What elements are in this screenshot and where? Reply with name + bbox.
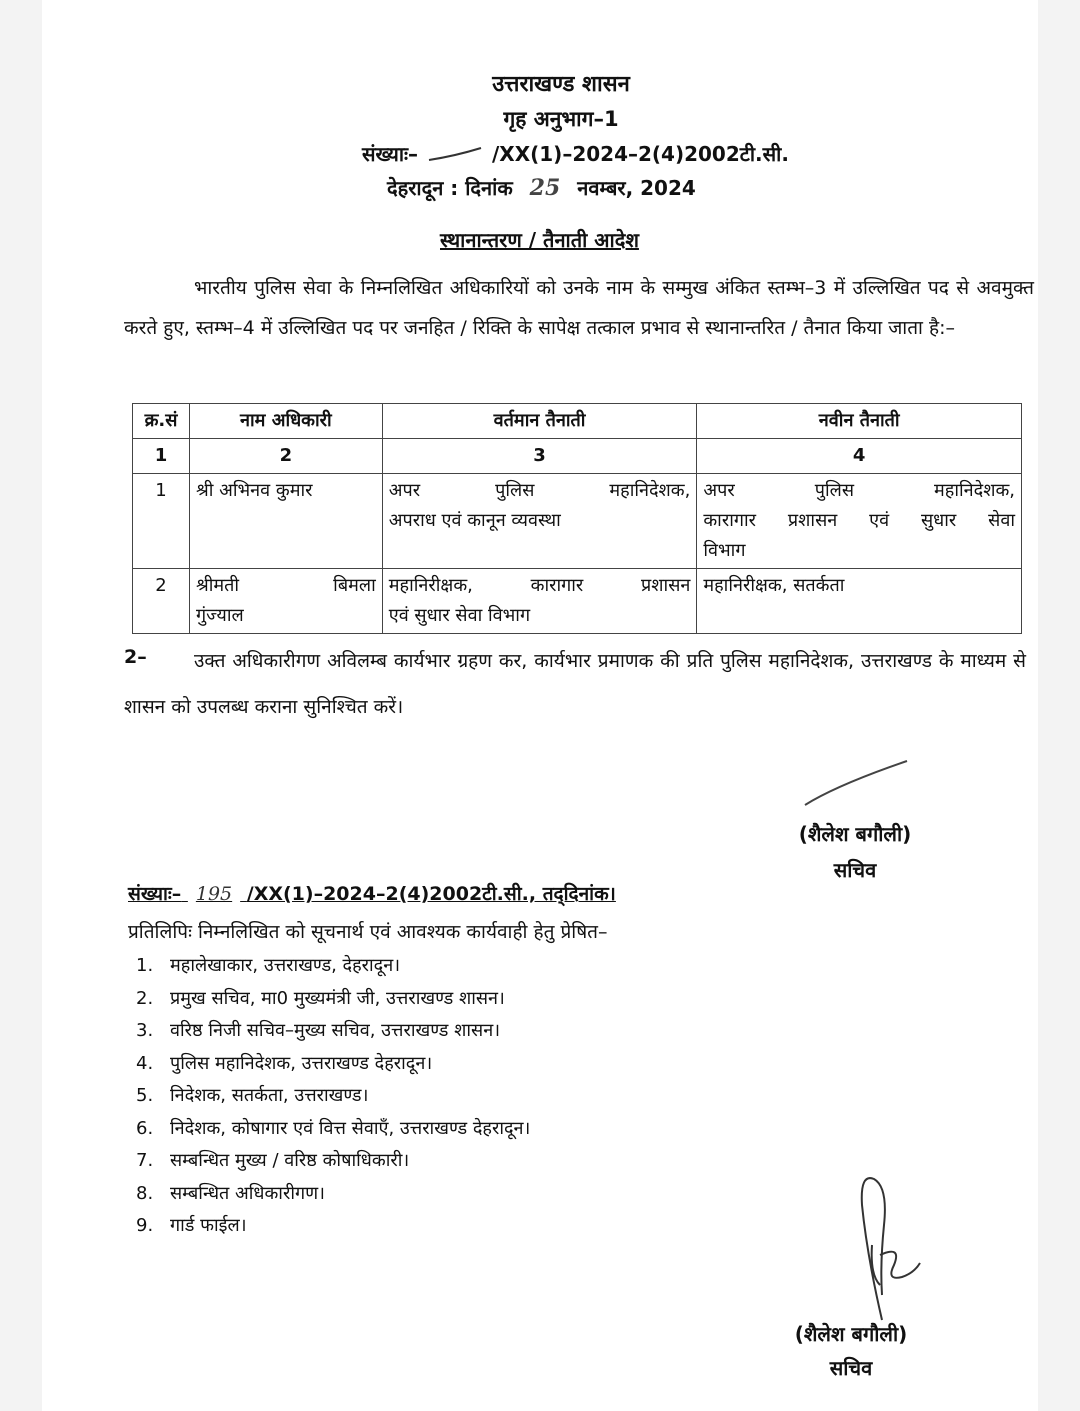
- list-text: प्रमुख सचिव, मा0 मुख्यमंत्री जी, उत्तराखण्ड शासन।: [170, 987, 505, 1009]
- list-number: 5.: [136, 1085, 154, 1106]
- intro-paragraph: भारतीय पुलिस सेवा के निम्नलिखित अधिकारियों को उनके नाम के सम्मुख अंकित स्तम्भ–3 में उल्लिखित पद से अवमुक्त करते हुए, स्तम्भ–4 में उल्लिखित पद पर जनहित / रिक्ति के सापेक्ष तत्काल प्रभाव से स्थानान्तरित / तैनात किया जाता है:–: [124, 277, 1034, 339]
- list-item: [136, 1178, 530, 1211]
- recipient-list: [136, 950, 530, 1243]
- copy-ref-handwritten: 195: [195, 883, 233, 905]
- signatory-1-designation: सचिव: [833, 858, 877, 882]
- current-line: एवं सुधार सेवा विभाग: [388, 605, 531, 626]
- list-item: [136, 1048, 530, 1081]
- list-number: 1.: [136, 955, 154, 976]
- signatory-1-name: (शैलेश बगौली): [798, 822, 912, 846]
- signatory-2-designation: सचिव: [829, 1356, 873, 1380]
- list-item: [136, 1080, 530, 1113]
- list-text: निदेशक, सतर्कता, उत्तराखण्ड।: [170, 1085, 369, 1106]
- list-item: [136, 983, 530, 1016]
- order-subject: स्थानान्तरण / तैनाती आदेश: [440, 228, 639, 252]
- header-new-posting: नवीन तैनाती: [697, 404, 1022, 439]
- row-name: श्री अभिनव कुमार: [189, 474, 382, 569]
- row-name: [189, 569, 382, 634]
- para2-text: उक्त अधिकारीगण अविलम्ब कार्यभार ग्रहण कर, कार्यभार प्रमाणक की प्रति पुलिस महानिदेशक, उत्तराखण्ड के माध्यम से शासन को उपलब्ध कराना सुनिश्चित करें।: [124, 650, 1026, 718]
- signature-stroke-2: [822, 1165, 932, 1330]
- table-header-row: [133, 404, 1022, 439]
- list-item: [136, 1145, 530, 1178]
- list-text: सम्बन्धित अधिकारीगण।: [170, 1182, 325, 1204]
- row-current-posting: [382, 474, 697, 569]
- list-number: 2.: [136, 987, 154, 1009]
- list-text: वरिष्ठ निजी सचिव–मुख्य सचिव, उत्तराखण्ड शासन।: [170, 1020, 501, 1041]
- list-item: [136, 1015, 530, 1048]
- col-number: 4: [697, 439, 1022, 474]
- row-new-posting: [697, 474, 1022, 569]
- list-number: 9.: [136, 1215, 154, 1236]
- new-line: महानिरीक्षक, सतर्कता: [703, 575, 845, 596]
- name-line: श्रीमती बिमला: [195, 575, 376, 596]
- row-sn: 1: [133, 474, 190, 569]
- list-item: [136, 1210, 530, 1243]
- table-row: [133, 569, 1022, 634]
- copy-reference-line: [128, 880, 616, 906]
- department-title: गृह अनुभाग–1: [503, 107, 619, 131]
- list-number: 8.: [136, 1182, 154, 1204]
- name-line: गुंज्याल: [195, 605, 244, 626]
- document-page: [42, 0, 1038, 1411]
- header-current-posting: वर्तमान तैनाती: [382, 404, 697, 439]
- list-number: 3.: [136, 1020, 154, 1041]
- list-text: गार्ड फाईल।: [170, 1215, 247, 1236]
- header-name: नाम अधिकारी: [189, 404, 382, 439]
- row-new-posting: [697, 569, 1022, 634]
- ref-label: संख्याः–: [362, 142, 419, 166]
- list-number: 6.: [136, 1117, 154, 1139]
- list-text: पुलिस महानिदेशक, उत्तराखण्ड देहरादून।: [170, 1052, 433, 1074]
- col-number: 2: [189, 439, 382, 474]
- row-sn: 2: [133, 569, 190, 634]
- list-text: निदेशक, कोषागार एवं वित्त सेवाएँ, उत्तराखण्ड देहरादून।: [170, 1117, 531, 1139]
- para2-number: 2–: [124, 646, 147, 668]
- handwritten-dash: [425, 146, 485, 166]
- col-number: 1: [133, 439, 190, 474]
- transfer-table: [132, 403, 1022, 634]
- reference-line: [362, 140, 789, 167]
- copy-ref-rest: /XX(1)–2024–2(4)2002टी.सी., तद्‌दिनांक।: [246, 883, 616, 905]
- ref-number: /XX(1)–2024–2(4)2002टी.सी.: [491, 142, 789, 166]
- government-title: उत्तराखण्ड शासन: [492, 72, 630, 97]
- current-line: अपर पुलिस महानिदेशक,: [388, 480, 691, 501]
- current-line: महानिरीक्षक, कारागार प्रशासन: [388, 575, 691, 596]
- date-line: [387, 174, 696, 201]
- date-rest: नवम्बर, 2024: [577, 176, 696, 200]
- date-day-handwritten: 25: [529, 175, 561, 201]
- new-line: अपर पुलिस महानिदेशक,: [703, 480, 1015, 501]
- list-text: महालेखाकार, उत्तराखण्ड, देहरादून।: [170, 955, 401, 976]
- copy-ref-label: संख्याः–: [128, 883, 182, 905]
- date-prefix: देहरादून : दिनांक: [387, 176, 513, 200]
- column-number-row: [133, 439, 1022, 474]
- col-number: 3: [382, 439, 697, 474]
- list-item: [136, 950, 530, 983]
- row-current-posting: [382, 569, 697, 634]
- signatory-2-name: (शैलेश बगौली): [794, 1322, 908, 1346]
- copy-intro: प्रतिलिपिः निम्नलिखित को सूचनार्थ एवं आवश्यक कार्यवाही हेतु प्रेषित–: [128, 921, 608, 943]
- list-number: 7.: [136, 1150, 154, 1171]
- new-line: कारागार प्रशासन एवं सुधार सेवा: [703, 510, 1015, 531]
- header-sn: क्र.सं: [133, 404, 190, 439]
- list-number: 4.: [136, 1052, 154, 1074]
- list-item: [136, 1113, 530, 1146]
- table-row: [133, 474, 1022, 569]
- new-line: विभाग: [703, 540, 746, 561]
- signature-stroke-1: [797, 755, 917, 815]
- current-line: अपराध एवं कानून व्यवस्था: [388, 510, 561, 531]
- list-text: सम्बन्धित मुख्य / वरिष्ठ कोषाधिकारी।: [170, 1150, 410, 1171]
